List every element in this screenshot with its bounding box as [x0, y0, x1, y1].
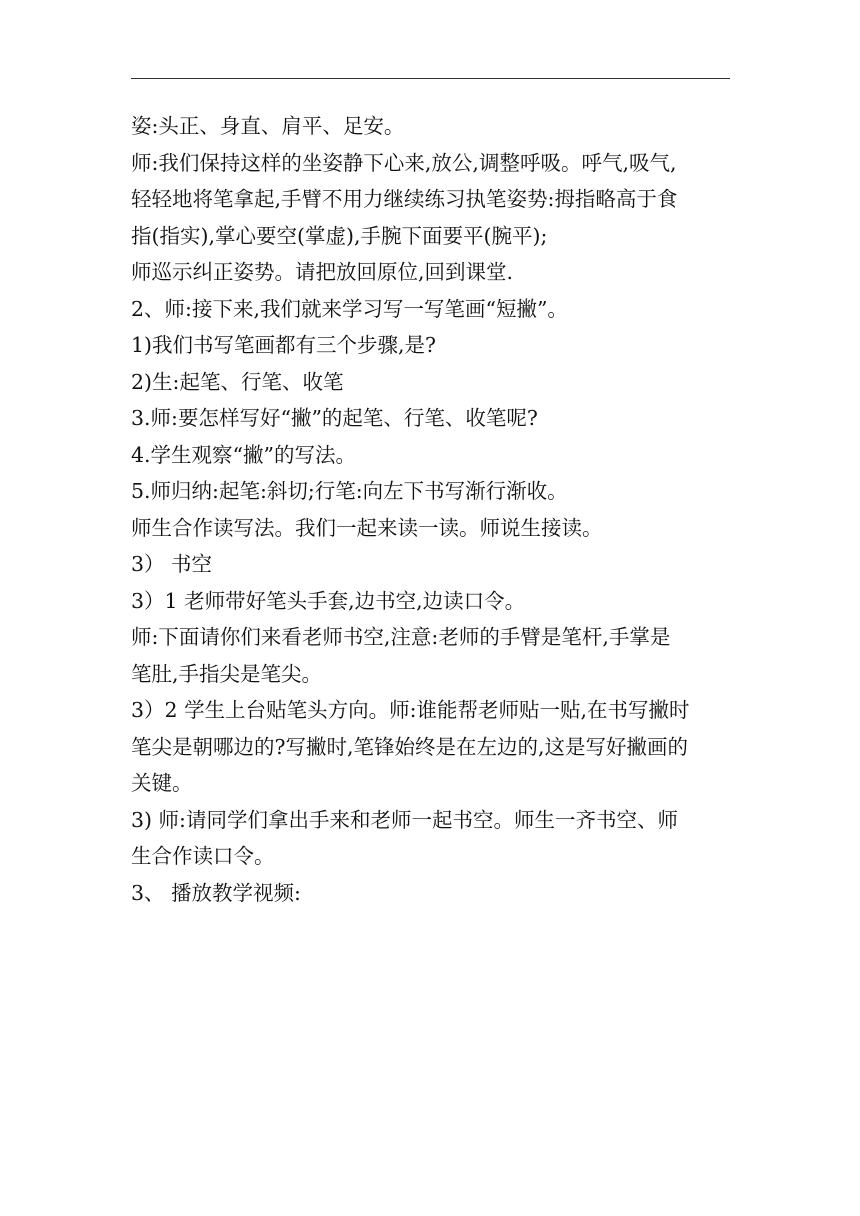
text-line-pen-tip: 笔肚,手指尖是笔尖。 [131, 661, 323, 686]
document-body [131, 108, 731, 911]
text-line-pen-grip: 轻轻地将笔拿起,手臂不用力继续练习执笔姿势:拇指略高于食 [131, 187, 678, 211]
text-line-brush-left: 笔尖是朝哪边的?写撇时,笔锋始终是在左边的,这是写好撇画的 [131, 734, 689, 759]
text-line-watch-teacher: 师:下面请你们来看老师书空,注意:老师的手臂是笔杆,手掌是 [131, 625, 671, 649]
text-line-teacher-question: 3.师:要怎样写好“撇”的起笔、行笔、收笔呢? [131, 406, 538, 430]
text-line-read-together: 师生合作读写法。我们一起来读一读。师说生接读。 [131, 515, 603, 540]
text-line-breathing: 师:我们保持这样的坐姿静下心来,放公,调整呼吸。呼气,吸气, [131, 150, 677, 175]
text-line-student-answer: 2)生:起笔、行笔、收笔 [131, 369, 344, 394]
text-line-correct-posture: 师巡示纠正姿势。请把放回原位,回到课堂. [131, 260, 514, 284]
text-line-stick-direction: 3）2 学生上台贴笔头方向。师:谁能帮老师贴一贴,在书写撇时 [131, 698, 690, 722]
text-line-air-write-together: 3) 师:请同学们拿出手来和老师一起书空。师生一齐书空、师 [131, 807, 678, 832]
header-rule [131, 78, 730, 79]
text-line-read-commands: 生合作读口令。 [131, 844, 275, 868]
text-line-air-writing-heading: 3） 书空 [131, 552, 213, 576]
text-line-posture: 姿:头正、身直、肩平、足安。 [131, 114, 405, 138]
text-line-finger-palm-wrist: 指(指实),掌心要空(掌虚),手腕下面要平(腕平); [131, 223, 548, 248]
text-line-short-pie: 2、师:接下来,我们就来学习写一写笔画“短撇”。 [131, 296, 568, 321]
text-line-summary: 5.师归纳:起笔:斜切;行笔:向左下书写渐行渐收。 [131, 479, 568, 503]
text-line-play-video: 3、 播放教学视频: [131, 880, 301, 905]
text-line-observe: 4.学生观察“撇”的写法。 [131, 442, 357, 467]
text-line-key: 关键。 [131, 771, 193, 795]
text-line-three-steps: 1)我们书写笔画都有三个步骤,是? [131, 333, 437, 357]
text-line-glove: 3）1 老师带好笔头手套,边书空,边读口令。 [131, 588, 526, 613]
